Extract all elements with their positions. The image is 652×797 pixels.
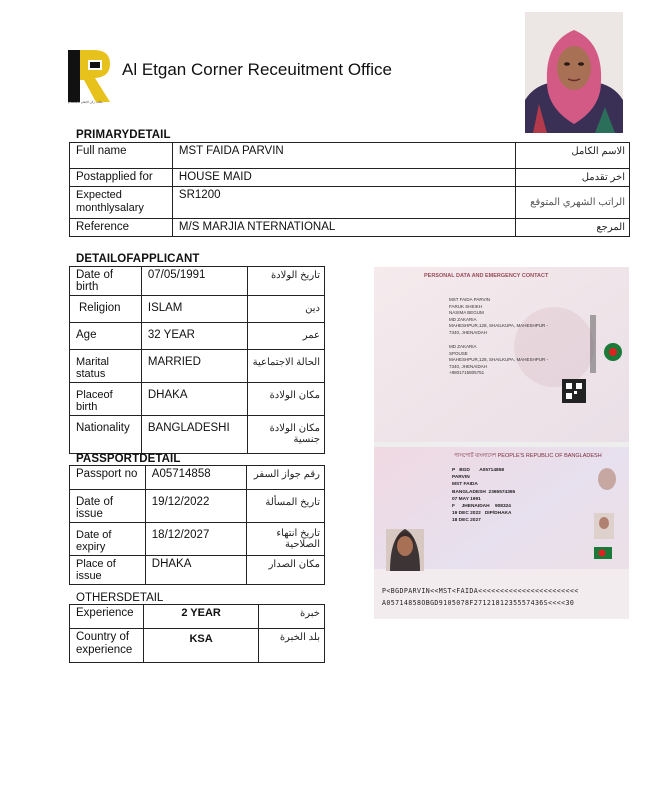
full-name-label: Full name (70, 143, 173, 169)
post-applied-arabic: اخر تقدمل (516, 169, 630, 187)
table-row (70, 416, 325, 454)
nationality-arabic: مكان الولادة جنسية (247, 416, 324, 454)
experience-label: Experience (70, 605, 144, 629)
scan-surname: PARVIN (452, 475, 470, 481)
age-label: Age (70, 323, 142, 350)
scan-spouse: MD ZAKARIA (449, 316, 477, 322)
scan-code: BGD (459, 468, 470, 473)
marital-status-arabic: الحالة الاجتماعية (247, 350, 324, 383)
age-arabic: عمر (247, 323, 324, 350)
scan-nationality: BANGLADESH (452, 489, 486, 495)
others-detail-table (69, 604, 325, 663)
scan-country-header: পাসপোর্ট বাংলাদেশ PEOPLE'S REPUBLIC OF BANGLADESH (454, 453, 602, 459)
scan-pid: 2365574365 (488, 489, 516, 495)
applicant-detail-table (69, 266, 325, 454)
table-row (70, 629, 325, 663)
scan-passport-no: A05714858 (479, 468, 505, 473)
others-detail-heading: OTHERSDETAIL (76, 592, 164, 604)
passport-scan-image (374, 267, 629, 619)
religion-label: Religion (70, 296, 142, 323)
place-of-birth-value: DHAKA (141, 383, 247, 416)
scan-relationship: SPOUSE (449, 350, 468, 356)
scan-mrz (382, 585, 579, 609)
scan-data-page (452, 467, 592, 525)
reference-label: Reference (70, 219, 173, 237)
expected-salary-value: SR1200 (172, 187, 515, 219)
primary-detail-table (69, 142, 630, 237)
nationality-value: BANGLADESHI (141, 416, 247, 454)
place-of-issue-label: Place of issue (70, 556, 146, 585)
date-of-expiry-arabic: تاريخ انتهاء الصلاحية (247, 523, 325, 556)
scan-father: FARUK SHEIKH (449, 303, 483, 309)
table-row (70, 169, 630, 187)
scan-sex: F (452, 504, 455, 510)
table-row (70, 466, 325, 490)
scan-telephone: +8801715805751 (449, 370, 485, 375)
place-of-birth-arabic: مكان الولادة (247, 383, 324, 416)
place-of-issue-value: DHAKA (145, 556, 247, 585)
table-row (70, 605, 325, 629)
passport-no-arabic: رقم جواز السفر (247, 466, 325, 490)
scan-address: MAHESHPUR,128, SHAILKUPA, MAHESHPUR - 7340, JHENAIDAH (449, 323, 548, 335)
scan-prev: 908324 (494, 504, 511, 510)
scan-given: MST FAIDA (452, 482, 478, 488)
date-of-expiry-label: Date of expiry (70, 523, 146, 556)
passport-detail-table (69, 465, 325, 585)
date-of-issue-label: Date of issue (70, 490, 146, 523)
reference-arabic: المرجع (516, 219, 630, 237)
scan-mrz-line-2: A05714858OBGD9105078F2712181235557436S<<<<30 (382, 599, 575, 607)
scan-birth-place: JHENAIDAH (461, 504, 490, 510)
marital-status-value: MARRIED (141, 350, 247, 383)
full-name-arabic: الاسم الكامل (516, 143, 630, 169)
scan-dob: 07 MAY 1991 (452, 496, 481, 502)
religion-arabic: دين (247, 296, 324, 323)
scan-expiry: 18 DEC 2027 (452, 518, 481, 524)
scan-personal-data (449, 297, 559, 377)
date-of-expiry-value: 18/12/2027 (145, 523, 247, 556)
reference-value: M/S MARJIA NTERNATIONAL (172, 219, 515, 237)
passport-detail-heading: PASSPORTDETAIL (76, 453, 181, 465)
post-applied-value: HOUSE MAID (172, 169, 515, 187)
place-of-issue-arabic: مكان الصدار (247, 556, 325, 585)
experience-arabic: خبرة (259, 605, 325, 629)
religion-value: ISLAM (141, 296, 247, 323)
scan-issue: 19 DEC 2022 (452, 511, 481, 517)
expected-salary-label: Expected monthlysalary (70, 187, 173, 219)
logo-caption: مكتب ركن الإتقان للاستقدام (68, 100, 103, 104)
scan-authority: DIP/DHAKA (484, 511, 512, 517)
passport-no-label: Passport no (70, 466, 146, 490)
dob-label: Date of birth (70, 267, 142, 296)
country-of-experience-arabic: بلد الخبرة (259, 629, 325, 663)
office-name: Al Etgan Corner Receuitment Office (122, 60, 392, 79)
table-row (70, 383, 325, 416)
applicant-detail-heading: DETAILOFAPPLICANT (76, 253, 200, 265)
table-row (70, 556, 325, 585)
scan-emergency-title: PERSONAL DATA AND EMERGENCY CONTACT (424, 273, 549, 279)
expected-salary-arabic: الراتب الشهري المتوقع (516, 187, 630, 219)
post-applied-label: Postapplied for (70, 169, 173, 187)
scan-mother: NASIMA BEGUM (449, 310, 484, 315)
dob-value: 07/05/1991 (141, 267, 247, 296)
place-of-birth-label: Placeof birth (70, 383, 142, 416)
scan-name: MST FAIDA PARVIN (449, 297, 491, 302)
scan-contact-address: MAHESHPUR,128, SHAILKUPA, MAHESHPUR - 7340, JHENAIDAH (449, 357, 548, 369)
country-of-experience-label: Country of experience (70, 629, 144, 663)
primary-detail-heading: PRIMARYDETAIL (76, 129, 171, 141)
nationality-label: Nationality (70, 416, 142, 454)
scan-type: P (452, 468, 456, 473)
age-value: 32 YEAR (141, 323, 247, 350)
table-row (70, 143, 630, 169)
table-row (70, 219, 630, 237)
table-row (70, 296, 325, 323)
scan-mrz-line-1: P<BGDPARVIN<<MST<FAIDA<<<<<<<<<<<<<<<<<<<<<<< (382, 587, 579, 595)
experience-value: 2 YEAR (143, 605, 258, 629)
dob-arabic: تاريخ الولادة (247, 267, 324, 296)
applicant-photo (525, 12, 623, 133)
full-name-value: MST FAIDA PARVIN (172, 143, 515, 169)
marital-status-label: Marital status (70, 350, 142, 383)
table-row (70, 323, 325, 350)
table-row (70, 490, 325, 523)
country-of-experience-value: KSA (143, 629, 258, 663)
table-row (70, 350, 325, 383)
date-of-issue-value: 19/12/2022 (145, 490, 247, 523)
passport-no-value: A05714858 (145, 466, 247, 490)
table-row (70, 523, 325, 556)
scan-contact-name: MD ZAKARIA (449, 344, 477, 349)
table-row (70, 267, 325, 296)
date-of-issue-arabic: تاريخ المسألة (247, 490, 325, 523)
table-row (70, 187, 630, 219)
